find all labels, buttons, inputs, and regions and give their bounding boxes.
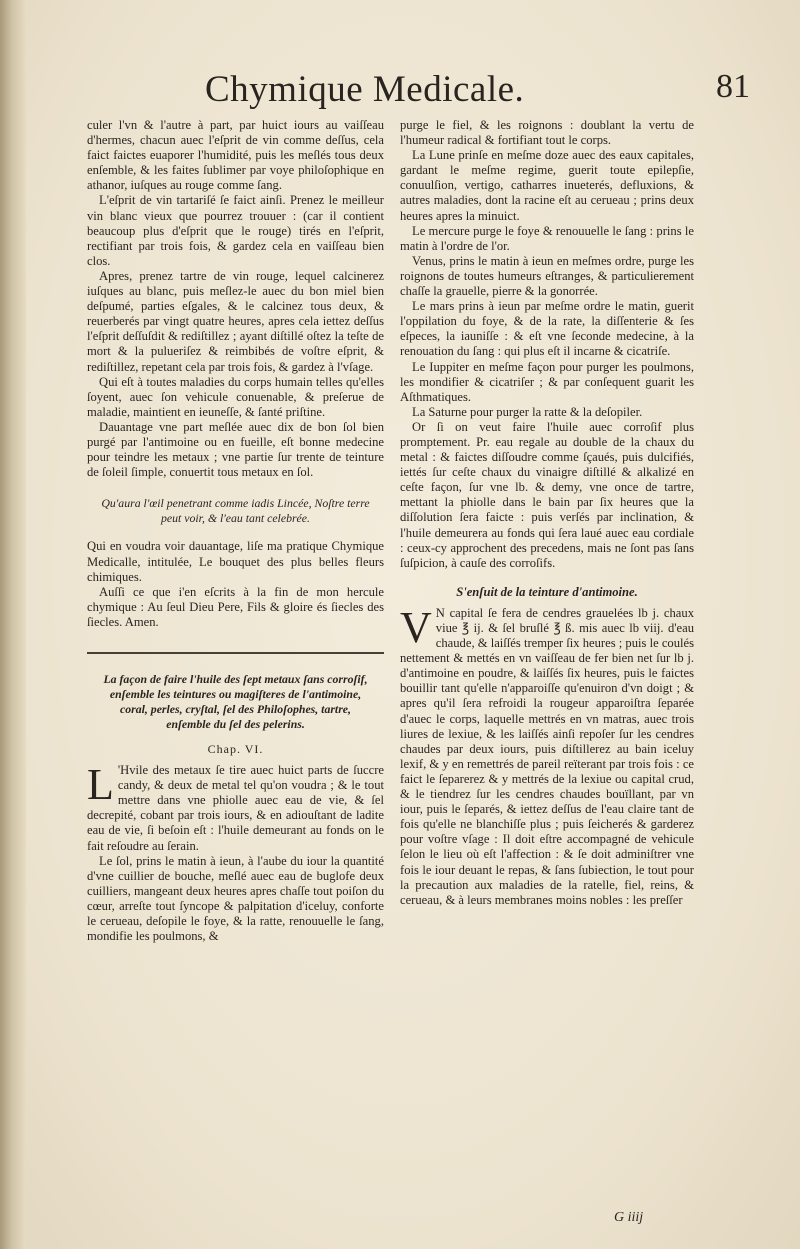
page-header [90,68,750,116]
paragraph: Le ſol, prins le matin à ieun, à l'aube du iour la quantité d'vne cuillier de bouche, meſlé auec eau de buglofe deux cuilliers, mangeant deux heures apres chaſſe tout poiſon du cœur, arreſte tout ſyncope & palpitation d'iceluy, conforte le cerueau, deſopile le foye, & la ratte, renouuelle le ſang, mondifie les poulmons, & [87,853,384,944]
paragraph: Le mars prins à ieun par meſme ordre le matin, guerit l'oppilation du foye, & de la rate, la diſſenterie & ſes eſpeces, la iauniſſe : & eſt vne ſeconde medecine, à la renouation du ſang : qui plus eſt il incarne & cicatriſe. [400,299,694,359]
paragraph: L'eſprit de vin tartariſé ſe faict ainſi. Prenez le meilleur vin blanc vieux que pourrez trouuer : (car il contient beaucoup plus d'eſprit que le rouge) tirés en l'eſprit, rectifiant par trois fois, & gardez cela en vaiſſeau bien clos. [87,193,384,268]
binding-gutter [0,0,26,1249]
section-divider [87,652,384,654]
paragraph: La Lune prinſe en meſme doze auec des eaux capitales, gardant le meſme regime, guerit toute epilepſie, conuulſion, vertigo, catharres inueterés, defluxions, & autres maladies, dont la racine eſt au cerueau ; prins deux heures apres la minuict. [400,148,694,223]
left-column [87,118,384,944]
section-heading: S'enſuit de la teinture d'antimoine. [456,584,638,599]
paragraph: Venus, prins le matin à ieun en meſmes ordre, purge les roignons de toutes humeurs eſtranges, & particulierement chaſſe la grauelle, pierre & la gonorrée. [400,253,694,299]
paragraph: culer l'vn & l'autre à part, par huict iours au vaiſſeau d'hermes, chacun auec l'eſprit de vin comme deſſus, cela faict faictes euaporer l'humidité, puis les meſlés tous deux enſemble, & les faites ſublimer par voye philoſophique en athanor, iuſques au rouge comme ſang. [87,118,384,193]
section-title: La façon de faire l'huile des ſept metaux ſans corroſif, enſemble les teintures ou magiſteres de l'antimoine, coral, perles, cryſtal, ſel des Philoſophes, tartre, enſemble du ſel des pelerins. [103,672,368,731]
running-title: Chymique Medicale. [205,69,525,110]
drop-cap: L [87,760,114,810]
paragraph: Dauantage vne part meſlée auec dix de bon ſol bien purgé par l'antimoine ou en fueille, eſt bonne medecine pour teindre les metaux ; vne partie ſur trente de teinture de ſoleil ſimple, conuertit tous metaux en ſol. [87,419,384,480]
verse-couplet: Qu'aura l'œil penetrant comme iadis Lincée, Noſtre terre peut voir, & l'eau tant celebrée. [101,496,370,525]
paragraph: Auſſi ce que i'en eſcrits à la fin de mon hercule chymique : Au ſeul Dieu Pere, Fils & gloire és ſiecles des ſiecles. Amen. [87,584,384,629]
folio-number: 81 [716,68,750,105]
paragraph: Apres, prenez tartre de vin rouge, lequel calcinerez iuſques au blanc, puis meſlez-le auec du bon miel bien deſpumé, parties eſgales, & le calcinez tous deux, & reuerberés par vingt quatre heures, apres cela iettez deſſus l'eſprit deſſuſdit & rediſtillez ; ayant diſtillé oſtez la teſte de mort & la pulueriſez & reimbibés de voſtre eſprit, & rediſtillez, repetant cela par trois fois, & gardez à l'vſage. [87,268,384,374]
paragraph-text: N capital ſe fera de cendres grauelées lb j. chaux viue ℥ ij. & ſel bruſlé ℥ ß. mis auec lb viij. d'eau chaude, & laiſſés tremper ſix heures ; puis le coulés nettement & mettés en vn vaiſſeau de fer bien net ſur lb j. d'antimoine en poudre, & laiſſés ſix heures, puis le faictes bouillir tant qu'elle n'apparoiſſe qu'enuiron d'vn doigt ; & apres qu'il ſera refroidi la rougeur apparoiſtra ſeparée d'auec le corps, laquelle mettrés en vn matras, auec trois liures de lexiue, & les laiſſés ainſi repoſer ſur les cendres chaudes par deux iours, puis diſtillerez au bain iceluy lexif, & y en remettrés de pareil reïterant par trois fois : ce faict le ſeparerez & y mettrés de la lexiue ou capital crud, & le tiendrez ſur les cendres chaudes bouïllant, par vn iour, puis le ſeparés, & iettez deſſus de l'eau claire tant de fois qu'elle ne blanchiſſe plus ; puis ſeicherés & garderez pour voſtre vſage : Il doit eſtre accompagné de vehicule ſelon le lieu où eſt l'affection : & ſe doit adminiſtrer vne fois le iour deuant le repas, & ſans ſubiection, le tout pour la precaution aux maladies de la ratelle, fiel, reins, & cerueau, & à leurs membranes moins nobles : les preſſer [400,605,694,907]
paragraph-text: 'Hvile des metaux ſe tire auec huict parts de ſuccre candy, & deux de metal tel qu'on voudra ; & le tout mettre dans vne phiolle auec eau de vie, & ſel decrepité, cobant par trois iours, & en adiouſtant de ladite eau de vie, ſi beſoin eſt : l'huile demeurant au fonds on le fait reſoudre au ſerain. [87,763,384,853]
chapter-heading: Chap. VI. [207,742,264,756]
paragraph: Le Iuppiter en meſme façon pour purger les poulmons, les mondifier & cicatriſer ; & par conſequent guarit les Aſthmatiques. [400,359,694,404]
paragraph: purge le fiel, & les roignons : doublant la vertu de l'humeur radical & fortifiant tout le corps. [400,118,694,148]
drop-cap: V [400,602,432,652]
paragraph: Qui eſt à toutes maladies du corps humain telles qu'elles ſoyent, auec ſon vehicule conuenable, & preſerue de maladie, maintient en ieuneſſe, & ſanté priſtine. [87,374,384,419]
paragraph: La Saturne pour purger la ratte & la deſopiler. [412,404,643,419]
right-column [400,118,694,908]
paragraph: Qui en voudra voir dauantage, liſe ma pratique Chymique Medicalle, intitulée, Le bouquet des plus belles fleurs chimiques. [87,539,384,584]
paragraph: Or ſi on veut faire l'huile auec corroſif plus promptement. Pr. eau regale au double de la chaux du metal : & faictes diſſoudre comme ſçaués, puis dulcifiés, iettés ſur ceſte chaux du vinaigre diſtillé & alkalizé en ceſte façon, ſur vne lb. & demy, vne once de tartre, mettant la phiolle dans le bain par ſix heures que la diſſolution ſera faicte : puis verſés par inclination, & l'huile demeurera au fonds qui ſera laué auec eau cordiale : ceux-cy approchent des precedens, mais ne ſont pas ſans ſuſpicion, à cauſe des corroſifs. [400,419,694,570]
paragraph: Le mercure purge le foye & renouuelle le ſang : prins le matin à l'ordre de l'or. [400,223,694,253]
paragraph [400,602,694,908]
signature-mark: G iiij [614,1210,644,1225]
paragraph [87,760,384,854]
